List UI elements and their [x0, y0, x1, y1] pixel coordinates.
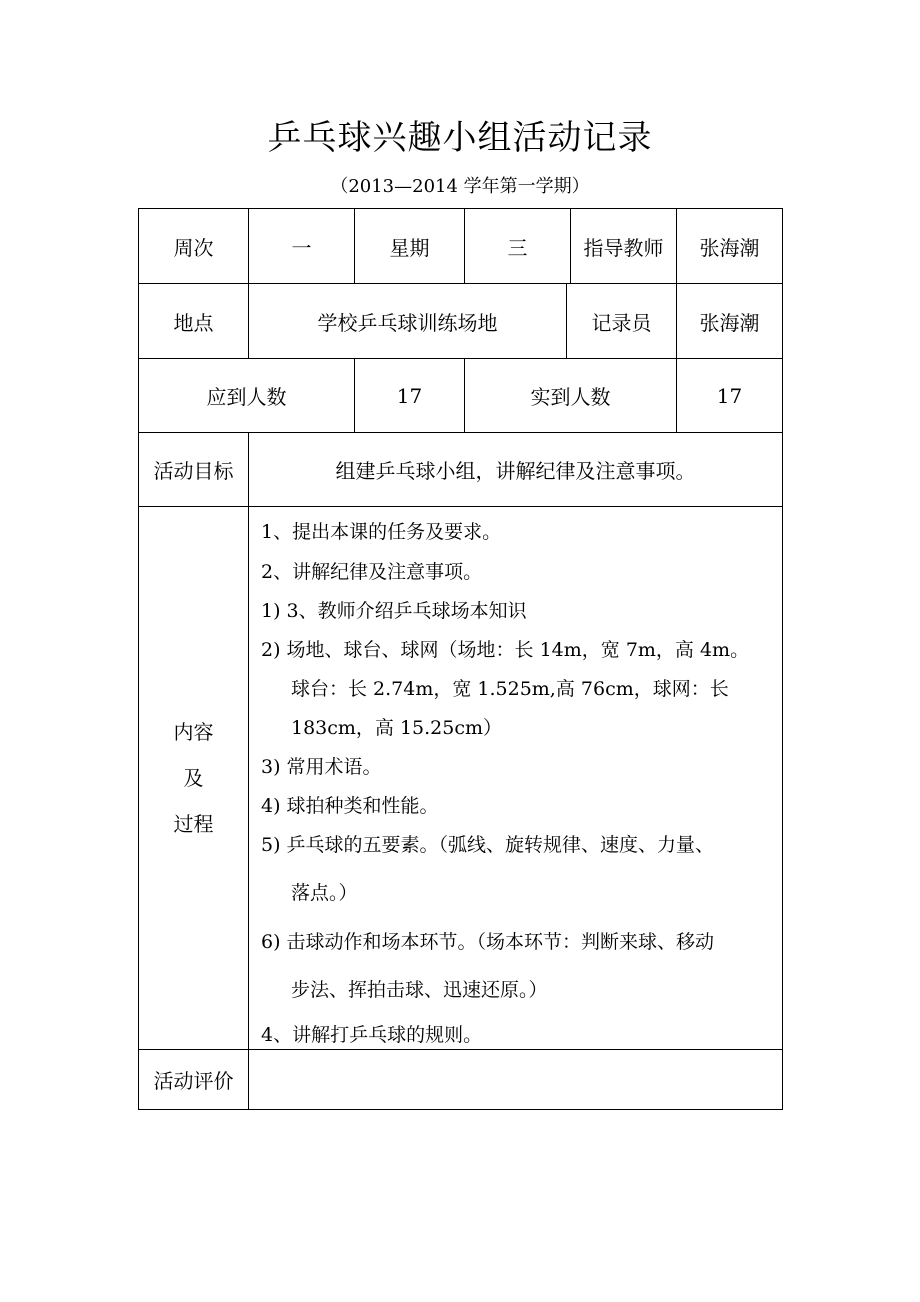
recorder-label: 记录员 [591, 310, 652, 335]
process-line: 183cm，高 15.25cm） [291, 717, 503, 739]
process-line: 落点。） [291, 882, 358, 904]
teacher-value: 张海潮 [699, 235, 760, 260]
record-table [138, 208, 783, 1110]
evaluation-value [249, 1050, 782, 1109]
process-label-line: 过程 [173, 812, 214, 836]
weekday-label: 星期 [389, 235, 430, 260]
expected-count-value: 17 [396, 383, 423, 408]
process-line: 4) 球拍种类和性能。 [261, 795, 439, 817]
week-label: 周次 [173, 235, 214, 260]
teacher-label: 指导教师 [583, 235, 664, 260]
weekday-value: 三 [507, 235, 528, 260]
expected-count-label: 应到人数 [206, 385, 287, 409]
recorder-value: 张海潮 [699, 310, 760, 335]
process-content [249, 507, 782, 1049]
place-value: 学校乒乓球训练场地 [317, 310, 498, 335]
process-line: 1、提出本课的任务及要求。 [261, 521, 502, 543]
process-line: 3) 常用术语。 [261, 756, 382, 778]
place-label: 地点 [173, 310, 214, 335]
actual-count-value: 17 [716, 383, 743, 408]
process-line: 步法、挥拍击球、迅速还原。） [291, 979, 548, 1001]
process-label-line: 及 [183, 766, 204, 790]
page-title: 乒乓球兴趣小组活动记录 [267, 118, 653, 158]
process-line: 4、讲解打乒乓球的规则。 [261, 1024, 483, 1046]
process-line: 2) 场地、球台、球网（场地：长 14m，宽 7m，高 4m。 [261, 639, 750, 661]
week-value: 一 [291, 235, 312, 260]
process-label-line: 内容 [173, 720, 214, 744]
actual-count-label: 实到人数 [530, 385, 611, 409]
goal-value: 组建乒乓球小组，讲解纪律及注意事项。 [335, 459, 696, 483]
process-line: 2、讲解纪律及注意事项。 [261, 561, 483, 583]
school-term: （2013—2014 学年第一学期） [330, 176, 590, 197]
evaluation-label: 活动评价 [153, 1069, 234, 1093]
process-line: 5) 乒乓球的五要素。（弧线、旋转规律、速度、力量、 [261, 834, 715, 856]
process-line: 6) 击球动作和场本环节。（场本环节：判断来球、移动 [261, 931, 715, 953]
process-line: 球台：长 2.74m，宽 1.525m,高 76cm，球网：长 [291, 678, 729, 700]
process-label [139, 507, 248, 1049]
goal-label: 活动目标 [153, 459, 234, 483]
process-line: 1) 3、教师介绍乒乓球场本知识 [261, 600, 527, 622]
